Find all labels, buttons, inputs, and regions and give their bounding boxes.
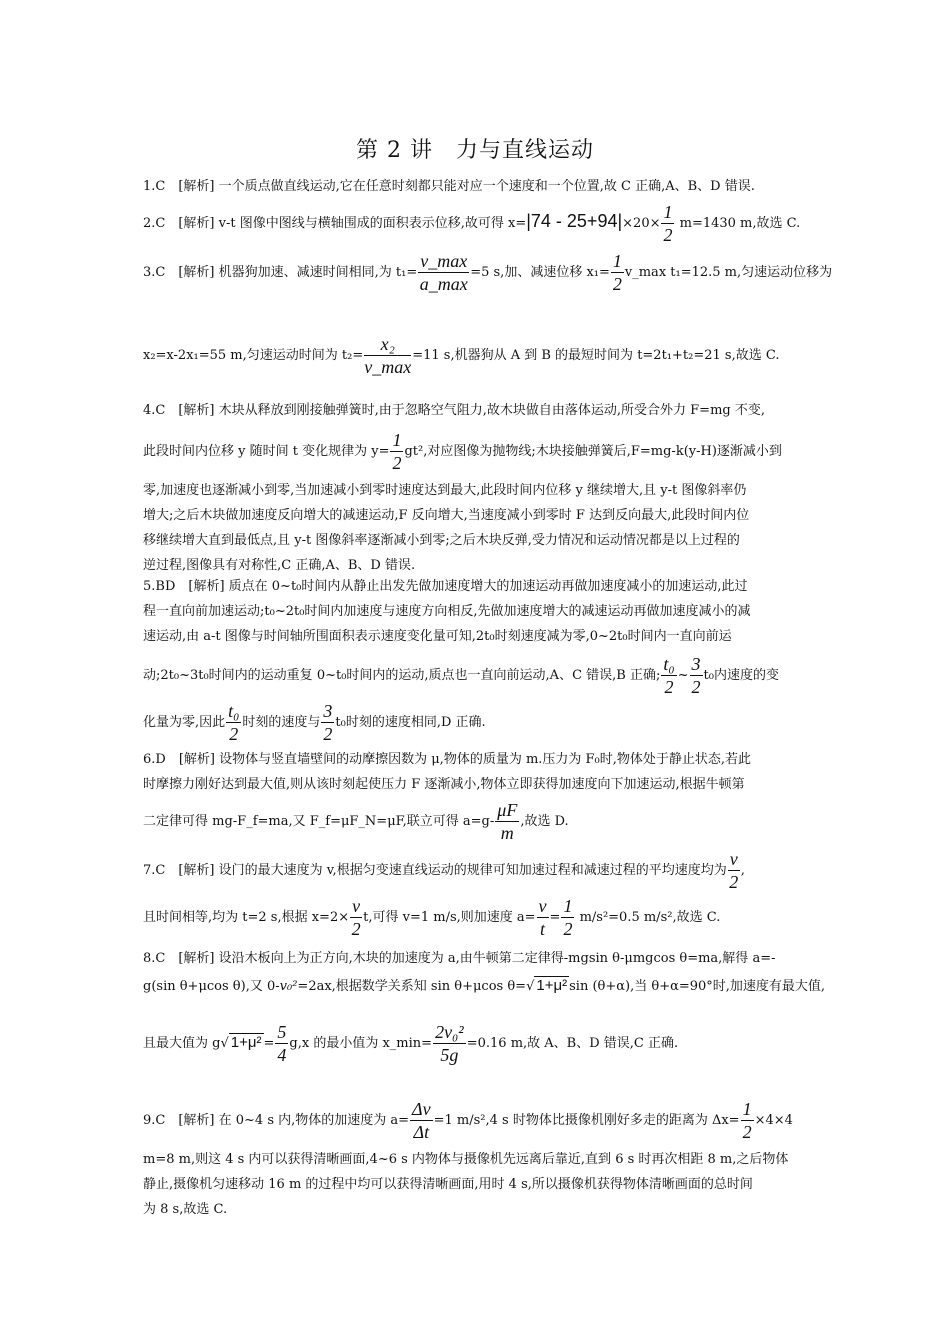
text-line: 静止,摄像机匀速移动 16 m 的过程中均可以获得清晰画面,用时 4 s,所以摄像机获得物体清晰画面的总时间 (143, 1177, 753, 1192)
text-line: 时摩擦力刚好达到最大值,则从该时刻起使压力 F 逐渐减小,物体立即获得加速度向下加速运动,根据牛顿第 (143, 777, 745, 792)
answer-8 (143, 946, 826, 1066)
text-line: 为 8 s,故选 C. (143, 1202, 228, 1217)
text-line: 零,加速度也逐渐减小到零,当加速减小到零时速度达到最大,此段时间内位移 y 继续增大,且 y-t 图像斜率仍 (143, 483, 747, 498)
fraction: $\frac{3}{2}$ (323, 701, 333, 744)
fraction: $\frac{v}{t}$ (538, 896, 547, 939)
text-line: 程一直向前加速运动;t₀~2t₀时间内加速度与速度方向相反,先做加速度增大的减速运动再做加速度减小的减 (143, 604, 751, 619)
text-line: 9.C [解析] 在 0~4 s 内,物体的加速度为 a= $\frac{\Delta v}{\Delta t}$ =1 m/s²,4 s 时物体比摄像机刚好多走的距离为 Δx= $\frac{1}{2}$ ×4×4 (143, 1099, 793, 1142)
text-line: 5.BD [解析] 质点在 0~t₀时间内从静止出发先做加速度增大的加速运动再做加速度减小的加速运动,此过 (143, 579, 748, 594)
answer-5 (143, 574, 807, 745)
fraction: $\frac{\mu F}{m}$ (497, 800, 518, 843)
fraction: $\frac{3}{2}$ (691, 654, 701, 697)
text-line: 速运动,由 a-t 图像与时间轴所围面积表示速度变化量可知,2t₀时刻速度减为零,0~2t₀时间内一直向前运 (143, 629, 732, 644)
text-line: 1.C [解析] 一个质点做直线运动,它在任意时刻都只能对应一个速度和一个位置,故 C 正确,A、B、D 错误. (143, 179, 755, 194)
fraction: $\frac{1}{2}$ (392, 430, 402, 473)
text-line: 2.C [解析] v-t 图像中图线与横轴围成的面积表示位移,故可得 x=|74 - 25+94|×20× $\frac{1}{2}$ m=1430 m,故选 C. (143, 202, 801, 245)
fraction: $\frac{\text{t₀}}{2}$ (228, 701, 240, 744)
text-line: 动;2t₀~3t₀时间内的运动重复 0~t₀时间内的运动,质点也一直向前运动,A、C 错误,B 正确; $\frac{\text{t₀}}{2}$ ~ $\frac{3}{2}$ t₀内速度的变 (143, 654, 779, 697)
fraction: $\frac{\text{t₀}}{2}$ (663, 654, 675, 697)
text-line: 增大;之后木块做加速度反向增大的减速运动,F 反向增大,当速度减小到零时 F 达到反向最大,此段时间内位 (143, 508, 750, 523)
fraction: $\frac{v}{2}$ (351, 896, 361, 939)
text-line: 此段时间内位移 y 随时间 t 变化规律为 y= $\frac{1}{2}$ gt²,对应图像为抛物线;木块接触弹簧后,F=mg-k(y-H)逐渐减小到 (143, 430, 782, 473)
fraction: $\frac{\text{2v₀²}}{5g}$ (435, 1022, 464, 1065)
text-line: 移继续增大直到最低点,且 y-t 图像斜率逐渐减小到零;之后木块反弹,受力情况和运动情况都是以上过程的 (143, 533, 740, 548)
answer-9 (143, 1098, 807, 1222)
text-line: 6.D [解析] 设物体与竖直墙壁间的动摩擦因数为 μ,物体的质量为 m.压力为 F₀时,物体处于静止状态,若此 (143, 752, 752, 767)
text-line: 8.C [解析] 设沿木板向上为正方向,木块的加速度为 a,由牛顿第二定律得-mgsin θ-μmgcos θ=ma,解得 a=- (143, 951, 776, 966)
answer-7 (143, 848, 807, 940)
text-line: g(sin θ+μcos θ),又 0-v₀²=2ax,根据数学关系知 sin θ+μcos θ=√ 1+μ² sin (θ+α),当 θ+α=90°时,加速度有最大值, (143, 977, 826, 994)
text-line: 逆过程,图像具有对称性,C 正确,A、B、D 错误. (143, 558, 416, 573)
text-line: m=8 m,则这 4 s 内可以获得清晰画面,4~6 s 内物体与摄像机先远离后靠近,直到 6 s 时再次相距 8 m,之后物体 (143, 1152, 789, 1167)
fraction: $\frac{1}{2}$ (612, 251, 622, 294)
fraction: $\frac{v\_\max}{a\_\max}$ (419, 251, 468, 294)
fraction: $\frac{1}{2}$ (663, 202, 673, 245)
text-line: 且最大值为 g√ 1+μ² = $\frac{5}{4}$ g,x 的最小值为 x_min= $\frac{\text{2v₀²}}{5g}$ =0.16 m,故 A、B、D 错误,C 正确. (143, 1022, 679, 1065)
page-title: 第 2 讲 力与直线运动 (356, 138, 594, 163)
text-line: 7.C [解析] 设门的最大速度为 v,根据匀变速直线运动的规律可知加速过程和减速过程的平均速度均为 $\frac{v}{2}$ , (143, 849, 745, 892)
fraction: $\frac{\text{x₂}}{v\_\max}$ (364, 334, 412, 377)
answer-4 (143, 398, 807, 578)
text-line: 3.C [解析] 机器狗加速、减速时间相同,为 t₁= $\frac{v\_\max}{a\_\max}$ =5 s,加、减速位移 x₁= $\frac{1}{2}$ v_max t₁=12.5 m,匀速运动位移为 (143, 251, 833, 294)
answer-6 (143, 747, 807, 844)
text-line: 且时间相等,均为 t=2 s,根据 x=2× $\frac{v}{2}$ t,可得 v=1 m/s,则加速度 a= $\frac{v}{t}$ = $\frac{1}{2}$ m/s²=0.5 m/s²,故选 C. (143, 896, 721, 939)
text-line: 二定律可得 mg-F_f=ma,又 F_f=μF_N=μF,联立可得 a=g- $\frac{\mu F}{m}$ ,故选 D. (143, 800, 569, 843)
fraction: $\frac{1}{2}$ (742, 1099, 752, 1142)
text-line: 化量为零,因此 $\frac{\text{t₀}}{2}$ 时刻的速度与 $\frac{3}{2}$ t₀时刻的速度相同,D 正确. (143, 701, 486, 744)
text-line: x₂=x-2x₁=55 m,匀速运动时间为 t₂= $\frac{\text{x₂}}{v\_\max}$ =11 s,机器狗从 A 到 B 的最短时间为 t=2t₁+t₂=21 s,故选 C. (143, 334, 780, 377)
text-line: 4.C [解析] 木块从释放到刚接触弹簧时,由于忽略空气阻力,故木块做自由落体运动,所受合外力 F=mg 不变, (143, 403, 765, 418)
fraction: $\frac{v}{2}$ (729, 849, 739, 892)
fraction: $\frac{1}{2}$ (563, 896, 573, 939)
answer-3 (143, 250, 833, 378)
fraction: $\frac{5}{4}$ (277, 1022, 287, 1065)
answer-2 (143, 201, 807, 246)
fraction: $\frac{\Delta v}{\Delta t}$ (412, 1099, 431, 1142)
answer-1 (143, 174, 807, 199)
